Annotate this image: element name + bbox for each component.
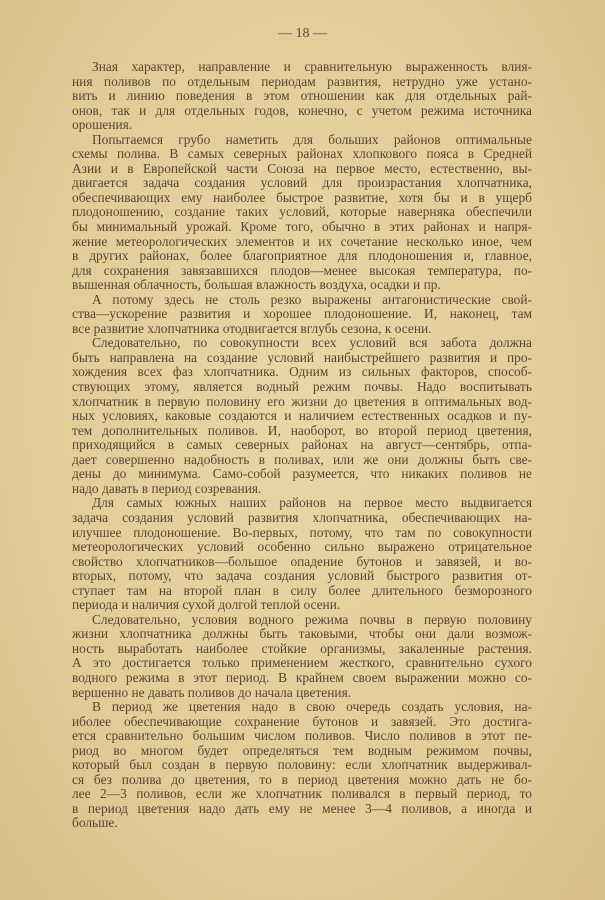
text-line: приходящийся в самых северных районах на август—сентябрь, отпа- xyxy=(72,437,532,453)
text-line: который был создан в первую половину: если хлопчатник выдерживал- xyxy=(72,757,532,773)
text-line: жизни хлопчатника должны быть таковыми, чтобы они дали возмож- xyxy=(72,626,532,642)
text-line: иболее обеспечивающие сохранение бутонов и завязей. Это достига- xyxy=(72,713,532,729)
text-line: хождения всех фаз хлопчатника. Одним из сильных факторов, способ- xyxy=(72,364,532,380)
text-line: дает совершенно надобность в поливах, или же они должны быть све- xyxy=(72,451,532,467)
text-line: дены до минимума. Само-собой разумеется, что никаких поливов не xyxy=(72,466,532,482)
text-line: тем дополнительных поливов. И, наоборот, во второй период цветения, xyxy=(72,422,532,438)
text-line: все развитие хлопчатника отодвигается вглубь сезона, к осени. xyxy=(72,320,432,336)
text-line: задача создания условий развития хлопчатника, обеспечивающих на- xyxy=(72,509,532,525)
text-line: больше. xyxy=(72,815,118,831)
text-line: для сохранения завязавшихся плодов—менее высокая температура, по- xyxy=(72,262,532,278)
text-line: плодоношению, создание таких условий, которые наверняка обеспечили xyxy=(72,204,532,220)
paragraph xyxy=(72,496,532,612)
text-line: ся без полива до цветения, то в период цветения можно дать не бо- xyxy=(72,771,532,787)
text-line: ступает там на второй план в силу более длительного безморозного xyxy=(72,582,532,598)
paragraph xyxy=(72,336,532,496)
text-line: орошения. xyxy=(72,117,133,133)
text-line: илучшее плодоношение. Во-первых, потому, что там по совокупности xyxy=(72,524,532,540)
paragraph xyxy=(72,133,532,293)
text-line: периода и наличия сухой долгой теплой осени. xyxy=(72,597,341,613)
text-line: быть направлена на создание условий наибыстрейшего развития и про- xyxy=(72,349,532,365)
text-line: обеспечивающих ему наиболее быстрое развитие, хотя бы и в ущерб xyxy=(72,189,532,205)
text-line: ных условиях, каковые создаются и наличием естественных осадков и пу- xyxy=(72,408,532,424)
text-line: хлопчатник в первую половину его жизни до цветения в оптимальных вод- xyxy=(72,393,532,409)
text-line: метеорологических условий особенно сильно выражено отрицательное xyxy=(72,539,532,555)
text-line: в период цветения надо дать ему не менее 3—4 поливов, а иногда и xyxy=(72,800,532,816)
text-line: Для самых южных наших районов на первое место выдвигается xyxy=(92,495,532,511)
text-line: онов, так и для отдельных годов, конечно, с учетом режима источника xyxy=(72,102,532,118)
text-line: вышенная облачность, большая влажность воздуха, осадки и пр. xyxy=(72,277,441,293)
text-line: схемы полива. В самых северных районах хлопкового пояса в Средней xyxy=(72,146,532,162)
text-line: А потому здесь не столь резко выражены антагонистические свой- xyxy=(92,291,532,307)
text-line: вершенно не давать поливов до начала цветения. xyxy=(72,684,352,700)
paragraph xyxy=(72,700,532,831)
text-line: В период же цветения надо в свою очередь создать условия, на- xyxy=(92,699,532,715)
text-line: бы минимальный урожай. Кроме того, обычно в этих районах и напря- xyxy=(72,219,532,235)
text-line: в других районах, более благоприятное для плодоношения и, главное, xyxy=(72,248,532,264)
text-line: свойство хлопчатников—большое опадение бутонов и завязей, и во- xyxy=(72,553,532,569)
text-line: вить и линию поведения в этом отношении как для отдельных рай- xyxy=(72,88,532,104)
text-line: ния поливов по отдельным периодам развития, нетрудно уже устано- xyxy=(72,73,532,89)
paragraph xyxy=(72,60,532,133)
page-number: — 18 — xyxy=(278,26,327,41)
paragraph xyxy=(72,613,532,700)
text-line: вторых, потому, что задача создания условий быстрого развития от- xyxy=(72,568,532,584)
text-line: Следовательно, условия водного режима почвы в первую половину xyxy=(92,611,532,627)
text-line: Зная характер, направление и сравнительную выраженность влия- xyxy=(92,59,532,74)
body-text xyxy=(72,60,532,831)
text-line: жение метеорологических элементов и их сочетание несколько иное, чем xyxy=(72,233,532,249)
text-line: риод во многом будет определяться тем водным режимом почвы, xyxy=(72,742,532,758)
text-line: надо давать в период созревания. xyxy=(72,480,262,496)
text-line: А это достигается только применением жесткого, сравнительно сухого xyxy=(72,655,532,671)
text-line: Следовательно, по совокупности всех условий вся забота должна xyxy=(92,335,532,351)
text-line: ется сравнительно большим числом поливов. Число поливов в этот пе- xyxy=(72,728,532,744)
text-line: двигается задача создания условий для произрастания хлопчатника, xyxy=(72,175,532,191)
paragraph xyxy=(72,293,532,337)
text-line: ность выработать наиболее стойкие организмы, закаленные растения. xyxy=(72,640,532,656)
text-line: водного режима в этот период. В крайнем своем выражении можно со- xyxy=(72,669,532,685)
text-line: ства—ускорение развития и хорошее плодоношение. И, наконец, там xyxy=(72,306,532,322)
text-line: лее 2—3 поливов, если же хлопчатник поливался в первый период, то xyxy=(72,786,532,802)
text-line: Азии и в Европейской части Союза на первое место, естественно, вы- xyxy=(72,160,532,176)
text-line: ствующих этому, является водный режим почвы. Надо воспитывать xyxy=(72,379,532,395)
text-line: Попытаемся грубо наметить для больших районов оптимальные xyxy=(92,131,532,147)
